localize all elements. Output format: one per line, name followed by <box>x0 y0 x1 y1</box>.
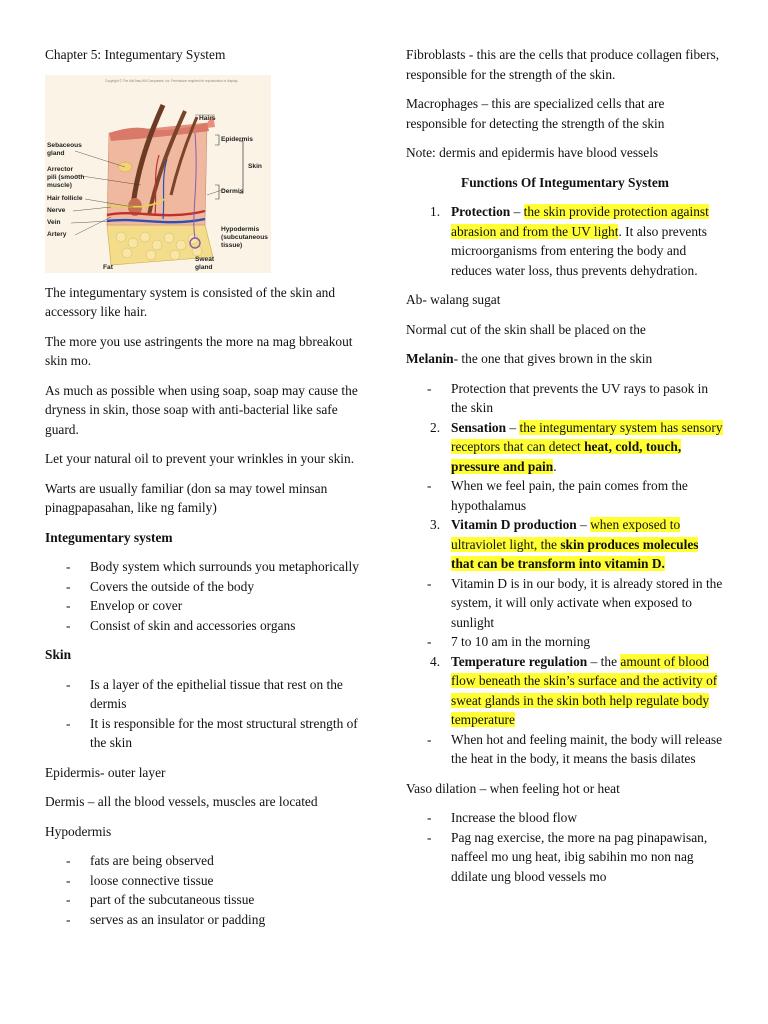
skin-list <box>45 675 365 753</box>
skin-heading: Skin <box>45 647 72 662</box>
label-hypodermis-2: (subcutaneous <box>221 233 268 241</box>
highlight: amount of blood flow beneath the skin’s surface and the activity of sweat glands in the skin both help regulate body temperature <box>451 653 718 727</box>
list-item: - serves as an insulator or padding <box>45 910 365 930</box>
function-item: 3. Vitamin D production – when exposed to ultraviolet light, the skin produces molecules that can be transform into vitamin D. <box>430 517 699 571</box>
figure-copyright: Copyright © The McGraw-Hill Companies, Inc. Permission required for reproduction or display. <box>105 78 238 83</box>
label-hair-follicle: Hair follicle <box>47 194 83 202</box>
function-item: 1. Protection – the skin provide protection against abrasion and from the UV light. It also prevents microorganisms from entering the body and reduces water loss, thus prevents dehydration. <box>430 204 709 278</box>
sensation-list <box>406 476 724 515</box>
integumentary-heading: Integumentary system <box>45 529 173 545</box>
list-item: - Increase the blood flow <box>406 808 724 828</box>
melanin-line: Melanin- the one that gives brown in the skin <box>406 351 653 366</box>
list-item: - fats are being observed <box>45 851 365 871</box>
ab-line: Ab- walang sugat <box>406 292 501 307</box>
label-arrector-1: Arrector <box>47 165 74 173</box>
vaso-dilation-line: Vaso dilation – when feeling hot or heat <box>406 780 620 796</box>
label-epidermis: Epidermis <box>221 135 253 143</box>
dermis-line: Dermis – all the blood vessels, muscles are located <box>45 794 318 809</box>
list-item: - Is a layer of the epithelial tissue that rest on the dermis <box>45 675 365 714</box>
intro-paragraph: The integumentary system is consisted of the skin and accessory like hair. <box>45 284 336 319</box>
function-2 <box>406 418 724 477</box>
label-hypodermis-3: tissue) <box>221 241 243 249</box>
highlight: when exposed to ultraviolet light, the <box>451 517 681 552</box>
fibroblasts-paragraph: Fibroblasts - this are the cells that produce collagen fibers, responsible for the strength of the skin. <box>406 47 720 82</box>
warts-paragraph: Warts are usually familiar (don sa may towel minsan pinagpapasahan, like ng family) <box>45 480 328 515</box>
vaso-list <box>406 808 724 886</box>
label-arrector-2: pili (smooth <box>47 173 85 181</box>
right-column <box>406 45 724 896</box>
skin-cross-section-illustration <box>45 75 271 273</box>
astringents-paragraph: The more you use astringents the more na mag bbreakout skin mo. <box>45 333 353 368</box>
label-arrector-3: muscle) <box>47 181 72 189</box>
function-item: 2. Sensation – the integumentary system has sensory receptors that can detect heat, cold, touch, pressure and pain. <box>430 419 723 474</box>
macrophages-paragraph: Macrophages – this are specialized cells that are responsible for detecting the strength of the skin <box>406 96 665 131</box>
label-fat: Fat <box>103 263 113 271</box>
list-item: - loose connective tissue <box>45 871 365 891</box>
label-vein: Vein <box>47 218 61 226</box>
label-sweat-1: Sweat <box>195 255 215 263</box>
highlight: the integumentary system has sensory receptors that can detect <box>451 419 723 454</box>
label-skin: Skin <box>248 162 262 170</box>
note-paragraph: Note: dermis and epidermis have blood vessels <box>406 145 659 160</box>
vitamin-d-list <box>406 574 724 652</box>
normal-cut-line: Normal cut of the skin shall be placed on the <box>406 321 646 337</box>
label-nerve: Nerve <box>47 206 66 214</box>
natural-oil-paragraph: Let your natural oil to prevent your wrinkles in your skin. <box>45 451 355 466</box>
list-item: - Vitamin D is in our body, it is already stored in the system, it will only activate when exposed to sunlight <box>406 574 724 633</box>
list-item: - Protection that prevents the UV rays to pasok in the skin <box>406 379 724 418</box>
list-item: - When we feel pain, the pain comes from the hypothalamus <box>406 476 724 515</box>
function-4 <box>406 652 724 730</box>
list-item: - Covers the outside of the body <box>45 577 365 597</box>
list-item: - When hot and feeling mainit, the body will release the heat in the body, it means the basis dilates <box>406 730 724 769</box>
function-item: 4. Temperature regulation – the amount of blood flow beneath the skin’s surface and the activity of sweat glands in the skin both help regulate body temperature <box>430 653 718 727</box>
list-item: - It is responsible for the most structural strength of the skin <box>45 714 365 753</box>
soap-paragraph: As much as possible when using soap, soap may cause the dryness in skin, those soap with anti-bacterial like safe guard. <box>45 382 358 437</box>
list-item: - Pag nag exercise, the more na pag pinapawisan, naffeel mo ung heat, ibig sabihin mo non nag ddilate ung blood vessels mo <box>406 828 724 887</box>
chapter-title: Chapter 5: Integumentary System <box>45 47 226 62</box>
integumentary-list <box>45 557 365 635</box>
hypodermis-list <box>45 851 365 929</box>
label-sebaceous-2: gland <box>47 149 65 157</box>
highlight: the skin provide protection against abrasion and from the UV light <box>451 204 709 239</box>
function-3 <box>406 515 724 574</box>
list-item: - part of the subcutaneous tissue <box>45 890 365 910</box>
highlight-bold: skin produces molecules that can be transform into vitamin D. <box>451 536 699 571</box>
list-item: - Body system which surrounds you metaphorically <box>45 557 365 577</box>
list-item: - Consist of skin and accessories organs <box>45 616 365 636</box>
hypodermis-heading: Hypodermis <box>45 823 112 839</box>
highlight-bold: heat, cold, touch, pressure and pain <box>451 439 682 474</box>
list-item: - 7 to 10 am in the morning <box>406 632 724 652</box>
label-artery: Artery <box>47 230 67 238</box>
melanin-list <box>406 379 724 418</box>
label-hypodermis-1: Hypodermis <box>221 225 260 233</box>
label-hairs: Hairs <box>199 114 216 122</box>
functions-heading: Functions Of Integumentary System <box>461 174 669 190</box>
list-item: - Envelop or cover <box>45 596 365 616</box>
left-column <box>45 45 365 939</box>
epidermis-line: Epidermis- outer layer <box>45 764 166 780</box>
label-dermis: Dermis <box>221 187 244 195</box>
function-1 <box>406 202 724 280</box>
label-sweat-2: gland <box>195 263 213 271</box>
skin-diagram <box>45 75 271 273</box>
temperature-list <box>406 730 724 769</box>
label-sebaceous-1: Sebaceous <box>47 141 82 149</box>
